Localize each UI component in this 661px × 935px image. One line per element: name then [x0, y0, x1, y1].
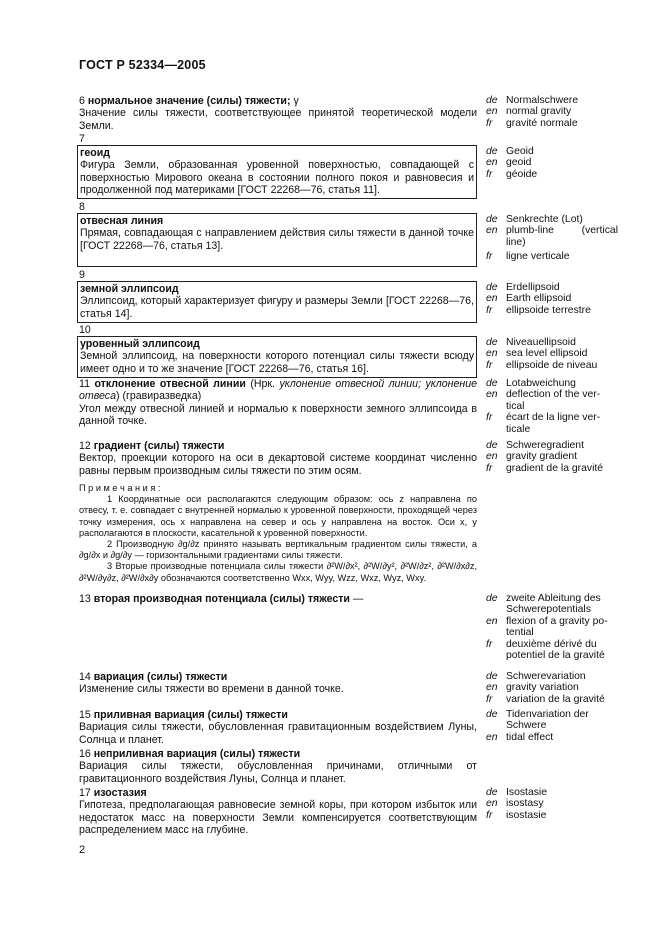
npk-suffix: ) (гравиразведка) [115, 390, 202, 403]
term-de: Senkrechte (Lot) [506, 214, 583, 225]
lang-de: de [486, 709, 498, 720]
definition: Изменение силы тяжести во времени в данной точке. [79, 683, 344, 696]
entry-number: 6 [79, 95, 85, 107]
notes-heading: П р и м е ч а н и я : [79, 483, 161, 493]
entry-number: 16 [79, 748, 91, 760]
deprecated-terms: уклонение отвесной линии; уклонение отвеса [79, 378, 477, 403]
entry-number-8: 8 [79, 201, 85, 213]
entry-number-9: 9 [79, 269, 85, 281]
entry-6 [79, 95, 477, 132]
term-en: gravity gradient [506, 451, 578, 463]
lang-de: de [486, 95, 498, 106]
term-de: Lotabweichung [506, 378, 576, 389]
definition: Вариация силы тяжести, обусловленная гравитационным воздействием Луны, Солнца и планет. [79, 721, 477, 746]
term-en: geoid [506, 157, 532, 169]
entry-number: 17 [79, 787, 91, 799]
term-symbol: γ [293, 95, 299, 107]
note-2: 2 Производную ∂g/∂z принято называть вертикальным градиентом силы тяжести, а ∂g/∂x и ∂g/∂y — горизонтальными градиентами силы тяжести. [79, 539, 477, 561]
lang-de: de [486, 593, 498, 604]
entry-number: 12 [79, 440, 91, 452]
lang-fr: fr [486, 251, 493, 263]
lang-en: en [486, 157, 498, 169]
term-en: Earth ellipsoid [506, 293, 572, 305]
term-dash: — [352, 593, 364, 605]
term-de: Niveauellipsoid [506, 337, 576, 348]
definition: Земной эллипсоид, на поверхности которого потенциал силы тяжести всюду имеет одно и то же значение [ГОСТ 22268—76, статья 16]. [80, 350, 474, 375]
document-header: ГОСТ Р 52334—2005 [79, 58, 206, 72]
lang-en: en [486, 389, 498, 401]
entry-17 [79, 787, 477, 836]
lang-de: de [486, 146, 498, 157]
term-fr: variation de la gravité [506, 693, 605, 705]
lang-fr: fr [486, 638, 493, 650]
translations-12 [486, 440, 618, 474]
entry-16 [79, 748, 477, 785]
lang-de: de [486, 671, 498, 682]
term: уровенный эллипсоид [80, 338, 200, 350]
term-de: Erdellipsoid [506, 282, 560, 293]
term-fr: géoide [506, 168, 538, 180]
lang-de: de [486, 214, 498, 225]
lang-en: en [486, 348, 498, 360]
term: приливная вариация (силы) тяжести [93, 709, 288, 721]
term-fr: ellipsoide terrestre [506, 304, 591, 316]
notes-block [79, 483, 477, 584]
translations-9 [486, 282, 618, 316]
translations-7 [486, 146, 618, 180]
boxed-entry [77, 336, 477, 378]
term: нормальное значение (силы) тяжести; [87, 95, 291, 107]
term-en-cont: line) [506, 236, 526, 248]
lang-fr: fr [486, 359, 493, 371]
entry-8 [79, 213, 477, 267]
entry-number: 11 [79, 378, 90, 390]
term-de: Isostasie [506, 787, 548, 798]
note-1: 1 Координатные оси располагаются следующим образом: ось z направлена по отвесу, т. е. совпадает с внутренней нормалью к уровенной поверхности, проходящей через точку измерения, ось x направлена на север и ось y направлена на восток. Оси x, y располагаются в плоскости, касательной к уровенной поверхности. [79, 494, 477, 538]
term-fr: écart de la ligne ver- [506, 412, 601, 424]
entry-number-10: 10 [79, 324, 91, 336]
term: геоид [80, 147, 111, 159]
entry-number-7: 7 [79, 133, 85, 145]
lang-en: en [486, 225, 498, 237]
translations-11 [486, 378, 618, 435]
lang-fr: fr [486, 168, 493, 180]
lang-fr: fr [486, 304, 493, 316]
term-de: Tidenvariation der [506, 709, 589, 720]
lang-en: en [486, 731, 498, 743]
term-fr: gradient de la gravité [506, 462, 604, 474]
term: земной эллипсоид [80, 283, 179, 295]
term-fr-cont: potentiel de la gravité [506, 650, 605, 662]
term-fr: ligne verticale [506, 251, 570, 263]
term-fr: ellipsoide de niveau [506, 359, 598, 371]
translations-14 [486, 671, 618, 705]
term: вторая производная потенциала (силы) тяжести [93, 593, 350, 605]
entry-7 [79, 145, 477, 199]
definition: Прямая, совпадающая с направлением действия силы тяжести в данной точке [ГОСТ 22268—76, статья 13]. [80, 227, 474, 252]
term: отвесная линия [80, 215, 164, 227]
term-en: flexion of a gravity po- [506, 615, 608, 627]
boxed-entry [77, 145, 477, 199]
term-de: Schweregradient [506, 440, 584, 451]
term: отклонение отвесной линии [94, 378, 246, 390]
translations-10 [486, 337, 618, 371]
term: изостазия [93, 787, 147, 799]
term-fr-cont: ticale [506, 423, 531, 435]
term: вариация (силы) тяжести [93, 671, 228, 683]
lang-en: en [486, 682, 498, 694]
term-fr: deuxième dérivé du [506, 638, 597, 650]
lang-en: en [486, 798, 498, 810]
entry-13 [79, 593, 477, 605]
term-de: Geoid [506, 146, 534, 157]
definition: Вектор, проекции которого на оси в декартовой системе координат численно равны первым производным силы тяжести по этим осям. [79, 452, 477, 477]
term-en: sea level ellipsoid [506, 348, 588, 360]
lang-de: de [486, 787, 498, 798]
definition: Вариация силы тяжести, обусловленная причинами, отличными от гравитационного воздействия Луны, Солнца и планет. [79, 760, 477, 785]
lang-de: de [486, 337, 498, 348]
lang-fr: fr [486, 117, 493, 129]
term-de: Schwerevariation [506, 671, 586, 682]
note-3: 3 Вторые производные потенциала силы тяжести ∂²W/∂x², ∂²W/∂y², ∂²W/∂z², ∂²W/∂x∂z, ∂²W/∂y∂z, ∂²W/∂x∂y обозначаются соответственно Wxx, Wyy, Wzz, Wxz, Wyz, Wxy. [79, 561, 477, 583]
lang-de: de [486, 378, 498, 389]
translations-13 [486, 593, 618, 661]
term-de-cont: Schwere [506, 720, 547, 732]
entry-number: 13 [79, 593, 91, 605]
boxed-entry [77, 213, 477, 267]
entry-15 [79, 709, 477, 746]
definition: Угол между отвесной линией и нормалью к поверхности земного эллипсоида в данной точке. [79, 402, 477, 427]
definition: Гипотеза, предполагающая равновесие земной коры, при котором избыток или недостаток масс на поверхности Земли компенсируется соответствующим распределением масс на глубине. [79, 799, 477, 836]
entry-14 [79, 671, 477, 696]
lang-de: de [486, 282, 498, 293]
term-en: gravity variation [506, 682, 579, 694]
translations-6 [486, 95, 618, 129]
term-en: deflection of the ver- [506, 389, 601, 401]
entry-9 [79, 281, 477, 323]
term-en: isostasy [506, 798, 544, 810]
translations-15 [486, 709, 618, 743]
term-en-cont: tical [506, 400, 525, 412]
term-en: tidal effect [506, 731, 554, 743]
term: неприливная вариация (силы) тяжести [93, 748, 301, 760]
page-number: 2 [79, 844, 86, 856]
definition: Значение силы тяжести, соответствующее принятой теоретической модели Земли. [79, 107, 477, 132]
term-de: zweite Ableitung des [506, 593, 601, 604]
entry-10 [79, 336, 477, 378]
lang-fr: fr [486, 462, 493, 474]
term-en: normal gravity [506, 106, 572, 118]
entry-12 [79, 440, 477, 477]
lang-fr: fr [486, 693, 493, 705]
term-de-cont: Schwerepotentials [506, 604, 591, 616]
term: градиент (силы) тяжести [93, 440, 225, 452]
term-fr: gravité normale [506, 117, 578, 129]
entry-number: 14 [79, 671, 91, 683]
term-de: Normalschwere [506, 95, 579, 106]
lang-en: en [486, 106, 498, 118]
boxed-entry [77, 281, 477, 323]
term-en-cont: tential [506, 627, 534, 639]
definition: Фигура Земли, образованная уровенной поверхностью, совпадающей с поверхностью Мирового океана в состоянии полного покоя и равновесия и продолженной под материками [ГОСТ 22268—76, статья 11]. [80, 159, 474, 196]
lang-en: en [486, 293, 498, 305]
entry-11 [79, 378, 477, 427]
lang-fr: fr [486, 809, 493, 821]
entry-number: 15 [79, 709, 91, 721]
term-en: plumb-line [506, 225, 554, 237]
term-fr: isostasie [506, 809, 547, 821]
translations-17 [486, 787, 618, 821]
lang-fr: fr [486, 412, 493, 424]
translations-8 [486, 214, 618, 263]
lang-en: en [486, 615, 498, 627]
definition: Эллипсоид, который характеризует фигуру и размеры Земли [ГОСТ 22268—76, статья 14]. [80, 295, 474, 320]
lang-en: en [486, 451, 498, 463]
term-en-cont: (vertical [581, 225, 618, 237]
npk-prefix: (Нрк. [250, 378, 275, 390]
lang-de: de [486, 440, 498, 451]
